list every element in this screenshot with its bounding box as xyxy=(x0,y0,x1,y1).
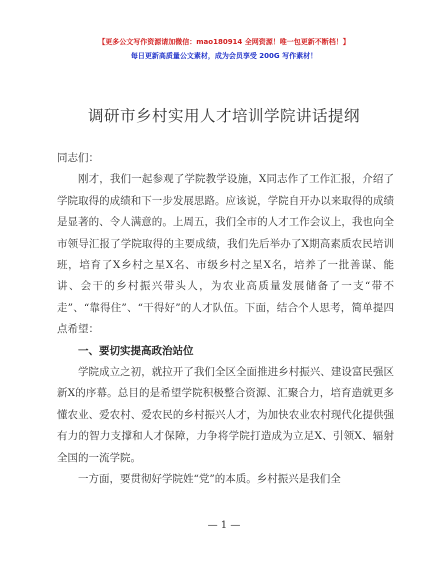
section-heading-1: 一、要切实提高政治站位 xyxy=(78,344,194,357)
paragraph-intro: 刚才，我们一起参观了学院教学设施，X同志作了工作汇报，介绍了学院取得的成绩和下一步发展思路。应该说，学院自开办以来取得的成绩是显著的、令人满意的。上周五，我们全市的人才工作会议上，我也向全市领导汇报了学院取得的主要成绩，我们先后举办了X期高素质农民培训班，培育了X乡村之星X名、市级乡村之星X名，培养了一批善谋、能讲、会干的乡村振兴带头人，为农业高质量发展储备了一支“带不走”、“靠得住”、“干得好”的人才队伍。下面，结合个人思考，简单提四点希望： xyxy=(57,173,394,336)
salutation: 同志们： xyxy=(57,152,99,164)
page-number: — 1 — xyxy=(207,520,241,531)
document-title: 调研市乡村实用人才培训学院讲话提纲 xyxy=(87,107,360,125)
paragraph-section-1-a: 学院成立之初，就拉开了我们全区全面推进乡村振兴、建设富民强区新X的序幕。总目的是希望学院积极整合资源、汇聚合力，培育造就更多懂农业、爱农村、爱农民的乡村振兴人才，为加快农业农村现代化提供强有力的智力支撑和人才保障，力争将学院打造成为立足X、引领X、辐射全国的一流学院。 xyxy=(57,366,394,464)
promo-banner-line-2: 每日更新高质量公文素材，成为会员享受 200G 写作素材！ xyxy=(130,52,318,60)
promo-banner-line-1: 【更多公文写作资源请加微信：mao180914 全网资源！唯一包更新不断档！】 xyxy=(98,38,350,46)
document-body xyxy=(57,148,394,491)
paragraph-section-1-b: 一方面，要贯彻好学院姓“党”的本质。乡村振兴是我们全 xyxy=(78,473,341,486)
